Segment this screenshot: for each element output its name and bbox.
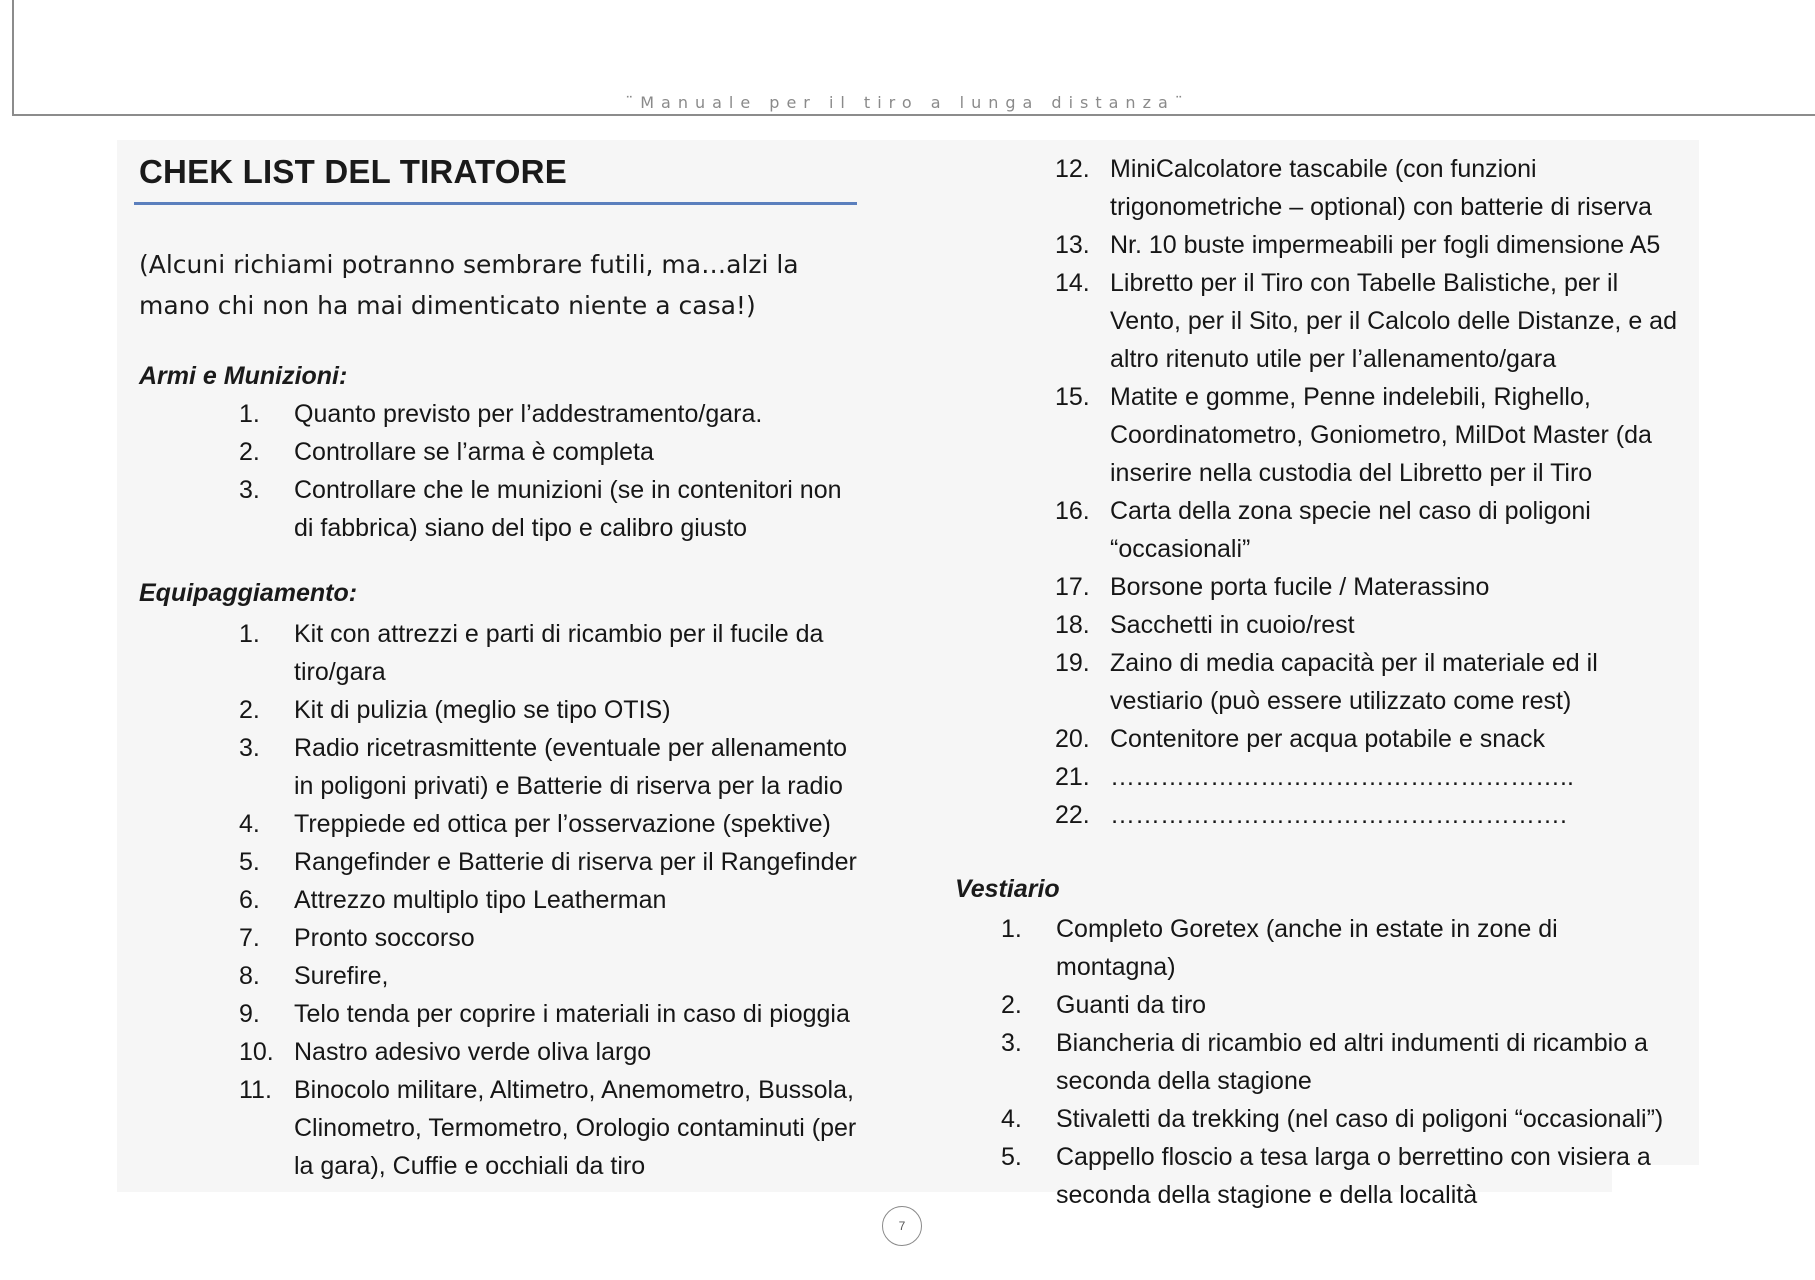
list-equipaggiamento-right (1055, 150, 1680, 834)
item-number: 11. (239, 1076, 272, 1104)
list-armi (239, 395, 864, 547)
list-item (1055, 568, 1680, 606)
item-number: 18. (1055, 611, 1090, 639)
item-number: 1. (239, 400, 260, 428)
item-text: Controllare che le munizioni (se in contenitori non di fabbrica) siano del tipo e calibro giusto (294, 476, 842, 542)
item-text: Biancheria di ricambio ed altri indumenti di ricambio a seconda della stagione (1056, 1029, 1648, 1095)
item-number: 1. (1001, 915, 1022, 943)
item-text: MiniCalcolatore tascabile (con funzioni trigonometriche – optional) con batterie di riserva (1110, 155, 1652, 221)
item-text: Carta della zona specie nel caso di poligoni “occasionali” (1110, 497, 1591, 563)
list-item (1001, 1100, 1676, 1138)
page-title: CHEK LIST DEL TIRATORE (139, 153, 567, 190)
list-equipaggiamento-left (239, 615, 864, 1185)
item-text: Libretto per il Tiro con Tabelle Balistiche, per il Vento, per il Sito, per il Calcolo delle Distanze, e ad altro ritenuto utile per l’allenamento/gara (1110, 269, 1677, 373)
item-text: ………………………………………………. (1110, 801, 1567, 829)
item-text: ……………………………………………….. (1110, 763, 1574, 791)
list-item (1055, 226, 1680, 264)
item-text: Pronto soccorso (294, 924, 475, 952)
item-number: 14. (1055, 269, 1090, 297)
item-number: 20. (1055, 725, 1090, 753)
item-text: Borsone porta fucile / Materassino (1110, 573, 1490, 601)
item-number: 3. (239, 476, 260, 504)
list-item (239, 471, 864, 547)
page-number: 7 (882, 1206, 922, 1246)
list-item (1055, 720, 1680, 758)
list-item (1001, 1024, 1676, 1100)
intro-text: (Alcuni richiami potranno sembrare futili, ma…alzi la mano chi non ha mai dimenticato niente a casa!) (139, 250, 799, 320)
list-item (1055, 796, 1680, 834)
item-text: Kit di pulizia (meglio se tipo OTIS) (294, 696, 671, 724)
list-item (1055, 492, 1680, 568)
item-number: 17. (1055, 573, 1090, 601)
list-item (239, 995, 864, 1033)
item-text: Quanto previsto per l’addestramento/gara. (294, 400, 763, 428)
item-number: 2. (239, 696, 260, 724)
item-number: 3. (239, 734, 260, 762)
item-number: 7. (239, 924, 260, 952)
item-text: Binocolo militare, Altimetro, Anemometro, Bussola, Clinometro, Termometro, Orologio contaminuti (per la gara), Cuffie e occhiali da tiro (294, 1076, 857, 1180)
item-text: Cappello floscio a tesa larga o berrettino con visiera a seconda della stagione e della località (1056, 1143, 1651, 1209)
list-item (239, 919, 864, 957)
section-heading-equipaggiamento: Equipaggiamento: (139, 579, 358, 607)
item-number: 2. (239, 438, 260, 466)
list-item (239, 805, 864, 843)
item-text: Stivaletti da trekking (nel caso di poligoni “occasionali”) (1056, 1105, 1664, 1133)
item-text: Treppiede ed ottica per l’osservazione (spektive) (294, 810, 831, 838)
item-number: 19. (1055, 649, 1090, 677)
list-item (239, 433, 864, 471)
item-number: 2. (1001, 991, 1022, 1019)
item-text: Attrezzo multiplo tipo Leatherman (294, 886, 667, 914)
item-text: Matite e gomme, Penne indelebili, Righello, Coordinatometro, Goniometro, MilDot Master (da inserire nella custodia del Libretto per il Tiro (1110, 383, 1652, 487)
list-item (1055, 264, 1680, 378)
item-text: Zaino di media capacità per il materiale ed il vestiario (può essere utilizzato come rest) (1110, 649, 1598, 715)
item-text: Sacchetti in cuoio/rest (1110, 611, 1355, 639)
item-number: 13. (1055, 231, 1090, 259)
section-heading-armi: Armi e Munizioni: (139, 362, 348, 390)
item-number: 5. (239, 848, 260, 876)
item-number: 21. (1055, 763, 1090, 791)
list-item (239, 1033, 864, 1071)
item-text: Telo tenda per coprire i materiali in caso di pioggia (294, 1000, 850, 1028)
item-number: 9. (239, 1000, 260, 1028)
list-item (239, 395, 864, 433)
title-underline (134, 202, 857, 205)
item-number: 22. (1055, 801, 1090, 829)
list-item (239, 1071, 864, 1185)
list-item (1001, 1138, 1676, 1214)
item-text: Surefire, (294, 962, 389, 990)
item-text: Guanti da tiro (1056, 991, 1207, 1019)
item-number: 12. (1055, 155, 1090, 183)
item-text: Completo Goretex (anche in estate in zone di montagna) (1056, 915, 1558, 981)
running-header: ¨Manuale per il tiro a lunga distanza¨ (625, 93, 1190, 112)
item-number: 4. (1001, 1105, 1022, 1133)
list-item (239, 691, 864, 729)
item-number: 10. (239, 1038, 274, 1066)
item-text: Radio ricetrasmittente (eventuale per allenamento in poligoni privati) e Batterie di riserva per la radio (294, 734, 848, 800)
item-number: 3. (1001, 1029, 1022, 1057)
item-number: 6. (239, 886, 260, 914)
list-item (1055, 644, 1680, 720)
item-number: 1. (239, 620, 260, 648)
list-item (1055, 606, 1680, 644)
list-vestiario (1001, 910, 1676, 1214)
item-text: Rangefinder e Batterie di riserva per il Rangefinder (294, 848, 857, 876)
item-number: 4. (239, 810, 260, 838)
item-number: 5. (1001, 1143, 1022, 1171)
list-item (1055, 758, 1680, 796)
list-item (239, 729, 864, 805)
item-text: Nr. 10 buste impermeabili per fogli dimensione A5 (1110, 231, 1661, 259)
item-text: Kit con attrezzi e parti di ricambio per il fucile da tiro/gara (294, 620, 824, 686)
list-item (239, 843, 864, 881)
item-text: Nastro adesivo verde oliva largo (294, 1038, 652, 1066)
item-number: 16. (1055, 497, 1090, 525)
item-text: Contenitore per acqua potabile e snack (1110, 725, 1546, 753)
item-number: 8. (239, 962, 260, 990)
list-item (1001, 986, 1676, 1024)
section-heading-vestiario: Vestiario (955, 875, 1060, 903)
list-item (1055, 150, 1680, 226)
list-item (239, 615, 864, 691)
list-item (1001, 910, 1676, 986)
item-text: Controllare se l’arma è completa (294, 438, 654, 466)
list-item (239, 957, 864, 995)
list-item (239, 881, 864, 919)
item-number: 15. (1055, 383, 1090, 411)
list-item (1055, 378, 1680, 492)
